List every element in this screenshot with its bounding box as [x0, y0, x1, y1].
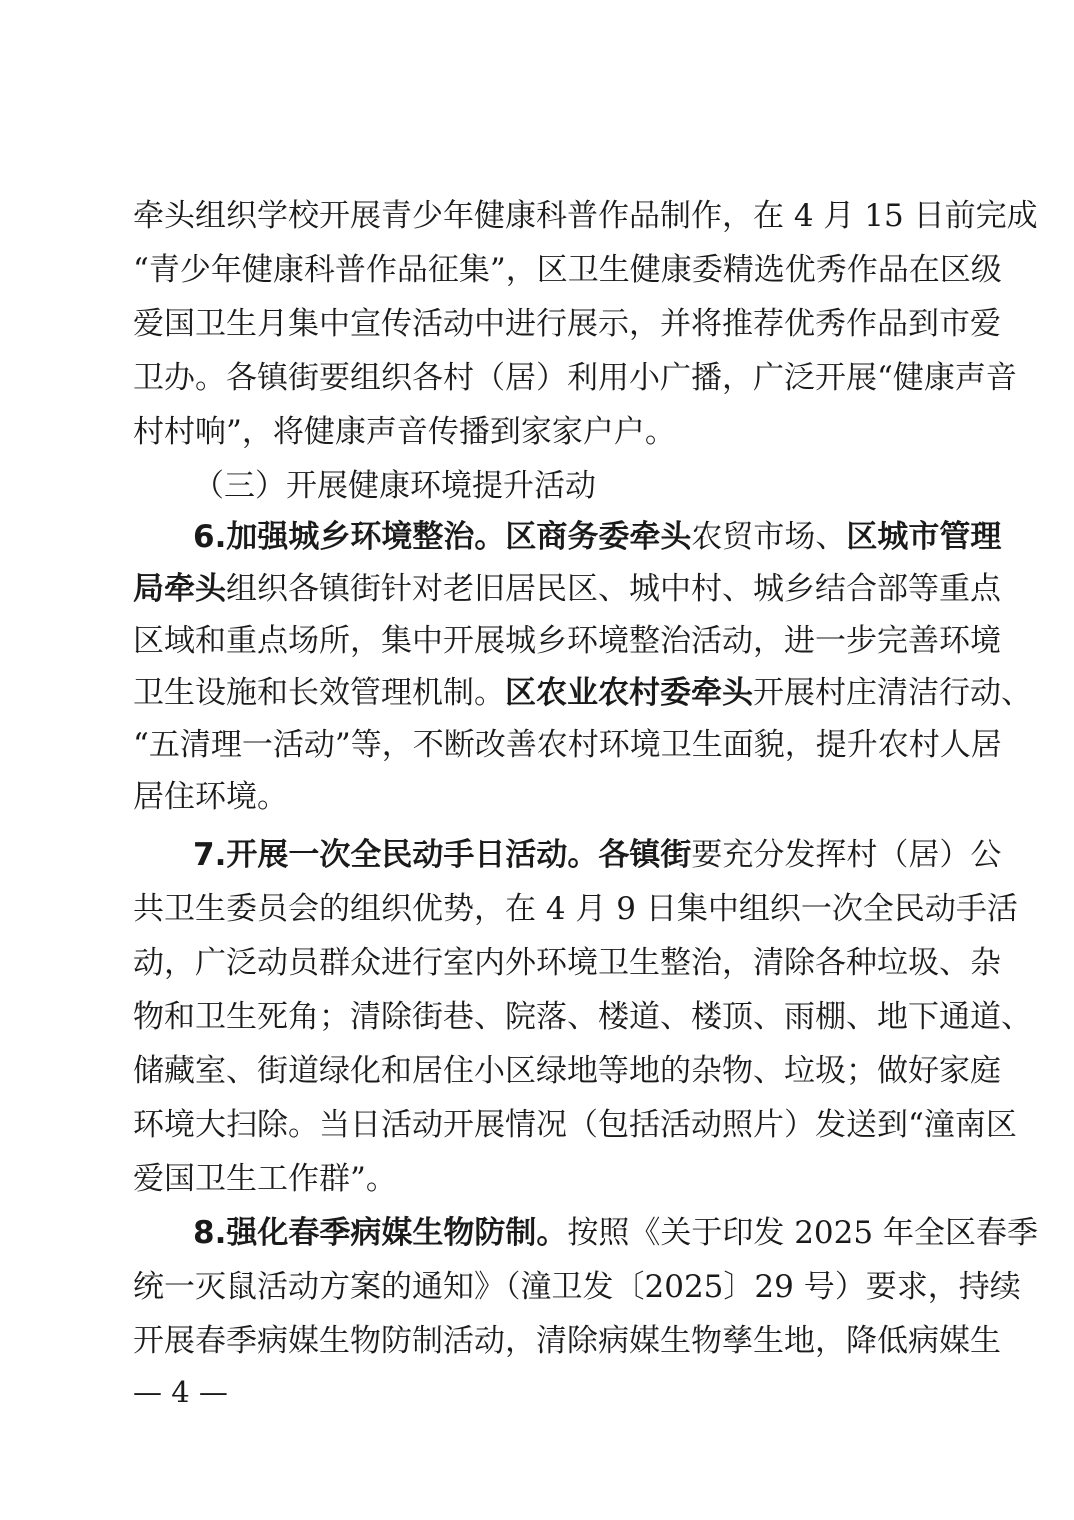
body-text-line: 卫办。各镇街要组织各村（居）利用小广播，广泛开展“健康声音	[133, 360, 1017, 396]
item6-line	[133, 562, 1001, 616]
item7-line: 爱国卫生工作群”。	[133, 1161, 397, 1197]
item7-lead: 各镇街	[598, 837, 692, 873]
section-heading: （三）开展健康环境提升活动	[193, 468, 596, 504]
body-text-line: “青少年健康科普作品征集”，区卫生健康委精选优秀作品在区级	[133, 252, 1002, 288]
item6-lead: 局牵头	[133, 571, 226, 607]
item8-text: 按照《关于印发 2025 年全区春季	[567, 1215, 1038, 1251]
item6-text: 开展村庄清洁行动、	[753, 675, 1032, 711]
item6-line	[133, 666, 1032, 720]
item6-line: 居住环境。	[133, 779, 288, 815]
item7-title: 7.开展一次全民动手日活动。	[193, 837, 599, 873]
item6-text: 卫生设施和长效管理机制。	[133, 675, 505, 711]
item8-line: 统一灭鼠活动方案的通知》（潼卫发〔2025〕29 号）要求，持续	[133, 1269, 1021, 1305]
item7-line: 储藏室、街道绿化和居住小区绿地等地的杂物、垃圾；做好家庭	[133, 1053, 1001, 1089]
item6-line	[193, 510, 1002, 564]
body-text-line: 爱国卫生月集中宣传活动中进行展示，并将推荐优秀作品到市爱	[133, 306, 1001, 342]
page-number: — 4 —	[133, 1375, 228, 1409]
item7-text: 要充分发挥村（居）公	[691, 837, 1002, 873]
item6-lead: 区农业农村委牵头	[505, 675, 753, 711]
item6-text: 农贸市场、	[691, 519, 847, 555]
item7-line: 环境大扫除。当日活动开展情况（包括活动照片）发送到“潼南区	[133, 1107, 1017, 1143]
item8-line: 开展春季病媒生物防制活动，清除病媒生物孳生地，降低病媒生	[133, 1323, 1001, 1359]
item6-lead: 区城市管理	[846, 519, 1002, 555]
item7-line: 物和卫生死角；清除街巷、院落、楼道、楼顶、雨棚、地下通道、	[133, 999, 1032, 1035]
item8-title: 8.强化春季病媒生物防制。	[193, 1215, 568, 1251]
item6-line: “五清理一活动”等，不断改善农村环境卫生面貌，提升农村人居	[133, 727, 1002, 763]
item6-line: 区域和重点场所，集中开展城乡环境整治活动，进一步完善环境	[133, 623, 1001, 659]
item7-line	[193, 828, 1002, 882]
item6-title: 6.加强城乡环境整治。	[193, 519, 506, 555]
body-text-line: 牵头组织学校开展青少年健康科普作品制作，在 4 月 15 日前完成	[133, 198, 1038, 234]
item6-text: 组织各镇街针对老旧居民区、城中村、城乡结合部等重点	[226, 571, 1001, 607]
item7-line: 共卫生委员会的组织优势，在 4 月 9 日集中组织一次全民动手活	[133, 891, 1018, 927]
item7-line: 动，广泛动员群众进行室内外环境卫生整治，清除各种垃圾、杂	[133, 945, 1001, 981]
item8-line	[193, 1206, 1038, 1260]
body-text-line: 村村响”，将健康声音传播到家家户户。	[133, 414, 676, 450]
item6-lead: 区商务委牵头	[505, 519, 692, 555]
